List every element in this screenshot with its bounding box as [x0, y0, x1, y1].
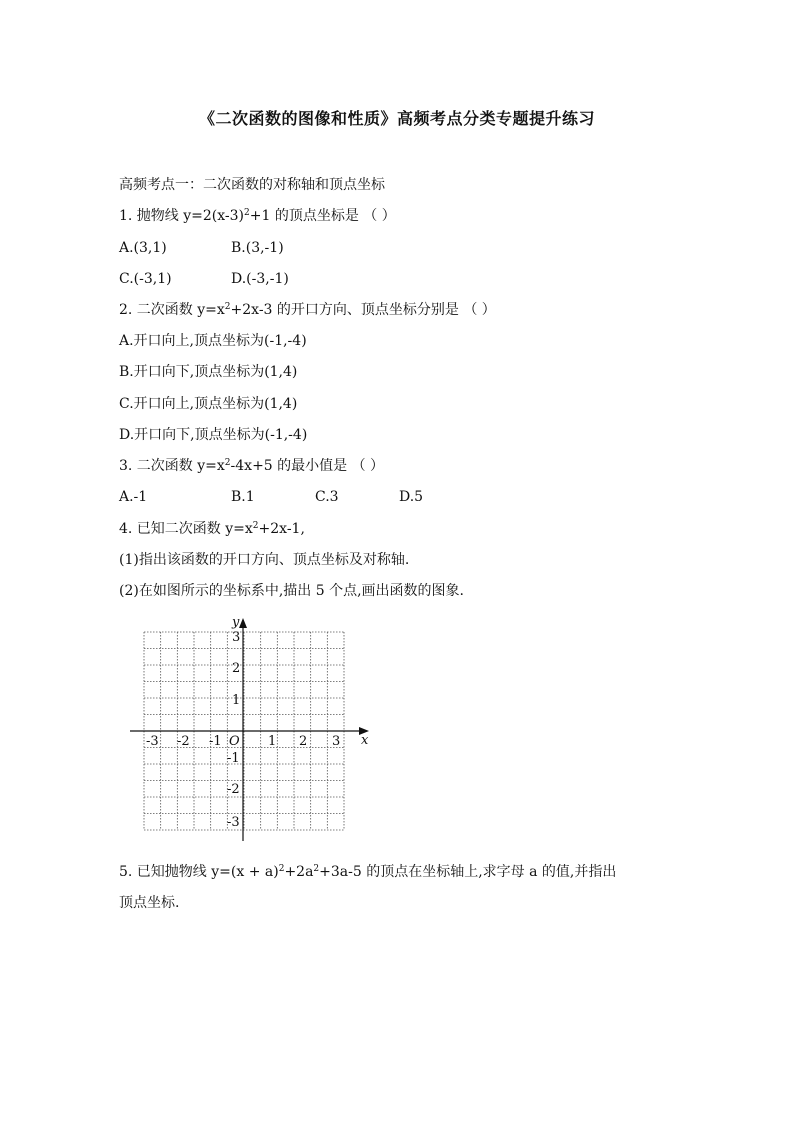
q1-stem-post: +1 的顶点坐标是 （ ）: [249, 208, 396, 224]
q3-option-c: C.3: [315, 489, 339, 505]
q1-stem-pre: 1. 抛物线 y=2(x-3): [119, 208, 245, 224]
q5-line1-post: +3a-5 的顶点在坐标轴上,求字母 a 的值,并指出: [319, 864, 617, 880]
q5-line1-pre: 5. 已知抛物线 y=(x + a): [119, 864, 279, 880]
q5-line1-mid: +2a: [284, 864, 314, 880]
q3-stem-sup: 2: [224, 458, 231, 468]
y-tick-label: 3: [232, 630, 241, 645]
q5-line1-sup2: 2: [313, 864, 320, 874]
x-tick-label: 1: [268, 734, 277, 749]
coordinate-grid: [126, 616, 376, 842]
x-tick-label: 2: [299, 734, 308, 749]
y-tick-label: 1: [232, 693, 241, 708]
y-axis-arrow-icon: [239, 618, 247, 628]
q3-stem-pre: 3. 二次函数 y=x: [119, 458, 225, 474]
q3-option-b: B.1: [231, 489, 255, 505]
q1-option-b: B.(3,-1): [231, 240, 284, 256]
q2-option-a: A.开口向上,顶点坐标为(-1,-4): [119, 333, 307, 349]
q4-stem-sup: 2: [252, 521, 259, 531]
q4-part-1: (1)指出该函数的开口方向、顶点坐标及对称轴.: [119, 552, 410, 568]
q3-option-d: D.5: [399, 489, 424, 505]
x-tick-label: -3: [146, 734, 159, 749]
q2-option-d: D.开口向下,顶点坐标为(-1,-4): [119, 427, 308, 443]
q3-stem-post: -4x+5 的最小值是 （ ）: [230, 458, 385, 474]
question-2-stem: [119, 300, 496, 320]
x-tick-label: 3: [332, 734, 341, 749]
section-heading: 高频考点一：二次函数的对称轴和顶点坐标: [119, 177, 385, 193]
q5-line1-sup: 2: [278, 864, 285, 874]
question-5-line-1: [119, 862, 616, 882]
y-tick-label: -3: [227, 815, 240, 830]
page-title: 《二次函数的图像和性质》高频考点分类专题提升练习: [198, 109, 595, 128]
q4-stem-post: +2x-1,: [258, 521, 305, 537]
q2-option-b: B.开口向下,顶点坐标为(1,4): [119, 364, 298, 380]
y-axis-label: y: [232, 616, 240, 630]
x-axis-label: x: [361, 733, 369, 748]
y-tick-label: -2: [227, 782, 240, 797]
q2-stem-sup: 2: [224, 302, 231, 312]
q1-option-d: D.(-3,-1): [231, 271, 289, 287]
y-tick-label: 2: [232, 661, 241, 676]
q1-option-c: C.(-3,1): [119, 271, 172, 287]
x-tick-label: -2: [177, 734, 190, 749]
question-5-line-2: 顶点坐标.: [119, 895, 180, 911]
q2-stem-pre: 2. 二次函数 y=x: [119, 302, 225, 318]
q2-option-c: C.开口向上,顶点坐标为(1,4): [119, 396, 298, 412]
question-3-stem: [119, 456, 384, 476]
q4-stem-pre: 4. 已知二次函数 y=x: [119, 521, 253, 537]
x-tick-label: -1: [209, 734, 222, 749]
q1-option-a: A.(3,1): [119, 240, 167, 256]
q4-part-2: (2)在如图所示的坐标系中,描出 5 个点,画出函数的图象.: [119, 583, 464, 599]
y-tick-label: -1: [227, 751, 240, 766]
question-1-stem: [119, 206, 396, 226]
question-4-stem: [119, 519, 305, 539]
q3-option-a: A.-1: [119, 489, 148, 505]
origin-label: O: [229, 734, 240, 749]
q1-stem-sup: 2: [244, 208, 250, 218]
q2-stem-post: +2x-3 的开口方向、顶点坐标分别是 （ ）: [230, 302, 496, 318]
